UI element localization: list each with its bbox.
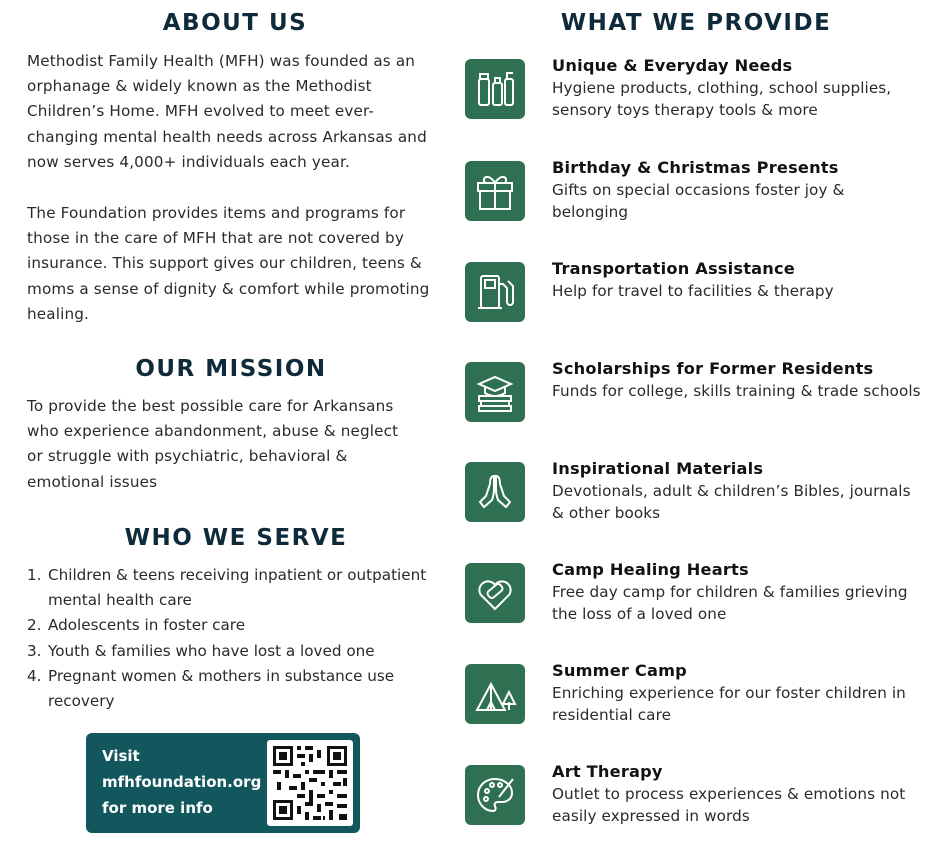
about-heading: ABOUT US — [162, 10, 308, 36]
item-title: Art Therapy — [552, 762, 663, 781]
serve-heading: WHO WE SERVE — [124, 525, 348, 551]
tent-icon — [465, 664, 525, 724]
praying-hands-icon — [465, 462, 525, 522]
visit-banner[interactable] — [86, 733, 360, 833]
visit-line-3: for more info — [102, 799, 213, 817]
provide-item-presents — [455, 158, 928, 231]
provide-item-summer-camp — [455, 661, 928, 734]
item-title: Unique & Everyday Needs — [552, 56, 793, 75]
list-number: 2. — [27, 616, 42, 635]
item-title: Scholarships for Former Residents — [552, 359, 874, 378]
gift-icon — [465, 161, 525, 221]
serve-list — [27, 563, 447, 714]
provide-item-unique-needs — [455, 56, 928, 129]
item-title: Summer Camp — [552, 661, 687, 680]
mission-heading: OUR MISSION — [135, 356, 327, 382]
provide-heading: WHAT WE PROVIDE — [560, 10, 832, 36]
item-desc: Outlet to process experiences & emotions not easily expressed in words — [552, 785, 906, 825]
list-text: Youth & families who have lost a loved one — [48, 641, 375, 660]
visit-website-link[interactable]: mfhfoundation.org — [102, 773, 262, 791]
item-title: Transportation Assistance — [552, 259, 795, 278]
item-desc: Enriching experience for our foster children in residential care — [552, 684, 906, 724]
mission-text: To provide the best possible care for Arkansans who experience abandonment, abuse & neglect or struggle with psychiatric, behavioral & emotional issues — [27, 397, 399, 491]
paint-palette-icon — [465, 765, 525, 825]
provide-item-inspirational — [455, 459, 928, 532]
serve-list-item — [27, 563, 447, 613]
list-number: 4. — [27, 666, 42, 685]
about-paragraph-2: The Foundation provides items and programs for those in the care of MFH that are not covered by insurance. This support gives our children, teens & moms a sense of dignity & comfort while promoting healing. — [27, 204, 430, 323]
visit-line-1: Visit — [102, 747, 140, 765]
list-number: 1. — [27, 566, 42, 584]
item-title: Birthday & Christmas Presents — [552, 158, 839, 177]
about-paragraph-1: Methodist Family Health (MFH) was founded as an orphanage & widely known as the Methodist Children’s Home. MFH evolved to meet ever-changing mental health needs across Arkansas and now serves 4,000+ individuals each year. — [27, 52, 427, 171]
serve-list-item — [27, 639, 447, 664]
list-number: 3. — [27, 641, 42, 660]
provide-item-scholarships — [455, 359, 928, 432]
item-title: Camp Healing Hearts — [552, 560, 749, 579]
serve-list-item — [27, 664, 447, 714]
serve-list-item — [27, 613, 447, 638]
item-desc: Hygiene products, clothing, school supplies, sensory toys therapy tools & more — [552, 79, 892, 119]
provide-item-transportation — [455, 259, 928, 332]
provide-item-art-therapy — [455, 762, 928, 835]
item-desc: Help for travel to facilities & therapy — [552, 282, 834, 300]
visit-text — [102, 743, 262, 821]
list-text: Children & teens receiving inpatient or outpatient mental health care — [48, 566, 427, 610]
gas-pump-icon — [465, 262, 525, 322]
item-title: Inspirational Materials — [552, 459, 764, 478]
qr-code-icon[interactable] — [267, 740, 353, 826]
list-text: Pregnant women & mothers in substance use recovery — [48, 666, 395, 711]
right-column — [455, 0, 928, 845]
list-text: Adolescents in foster care — [48, 616, 246, 635]
item-desc: Free day camp for children & families grieving the loss of a loved one — [552, 583, 908, 623]
provide-item-camp-healing-hearts — [455, 560, 928, 633]
bandaged-heart-icon — [465, 563, 525, 623]
toiletries-icon — [465, 59, 525, 119]
item-desc: Gifts on special occasions foster joy & belonging — [552, 181, 845, 221]
graduation-books-icon — [465, 362, 525, 422]
item-desc: Funds for college, skills training & trade schools — [552, 382, 921, 400]
item-desc: Devotionals, adult & children’s Bibles, journals & other books — [552, 482, 911, 522]
